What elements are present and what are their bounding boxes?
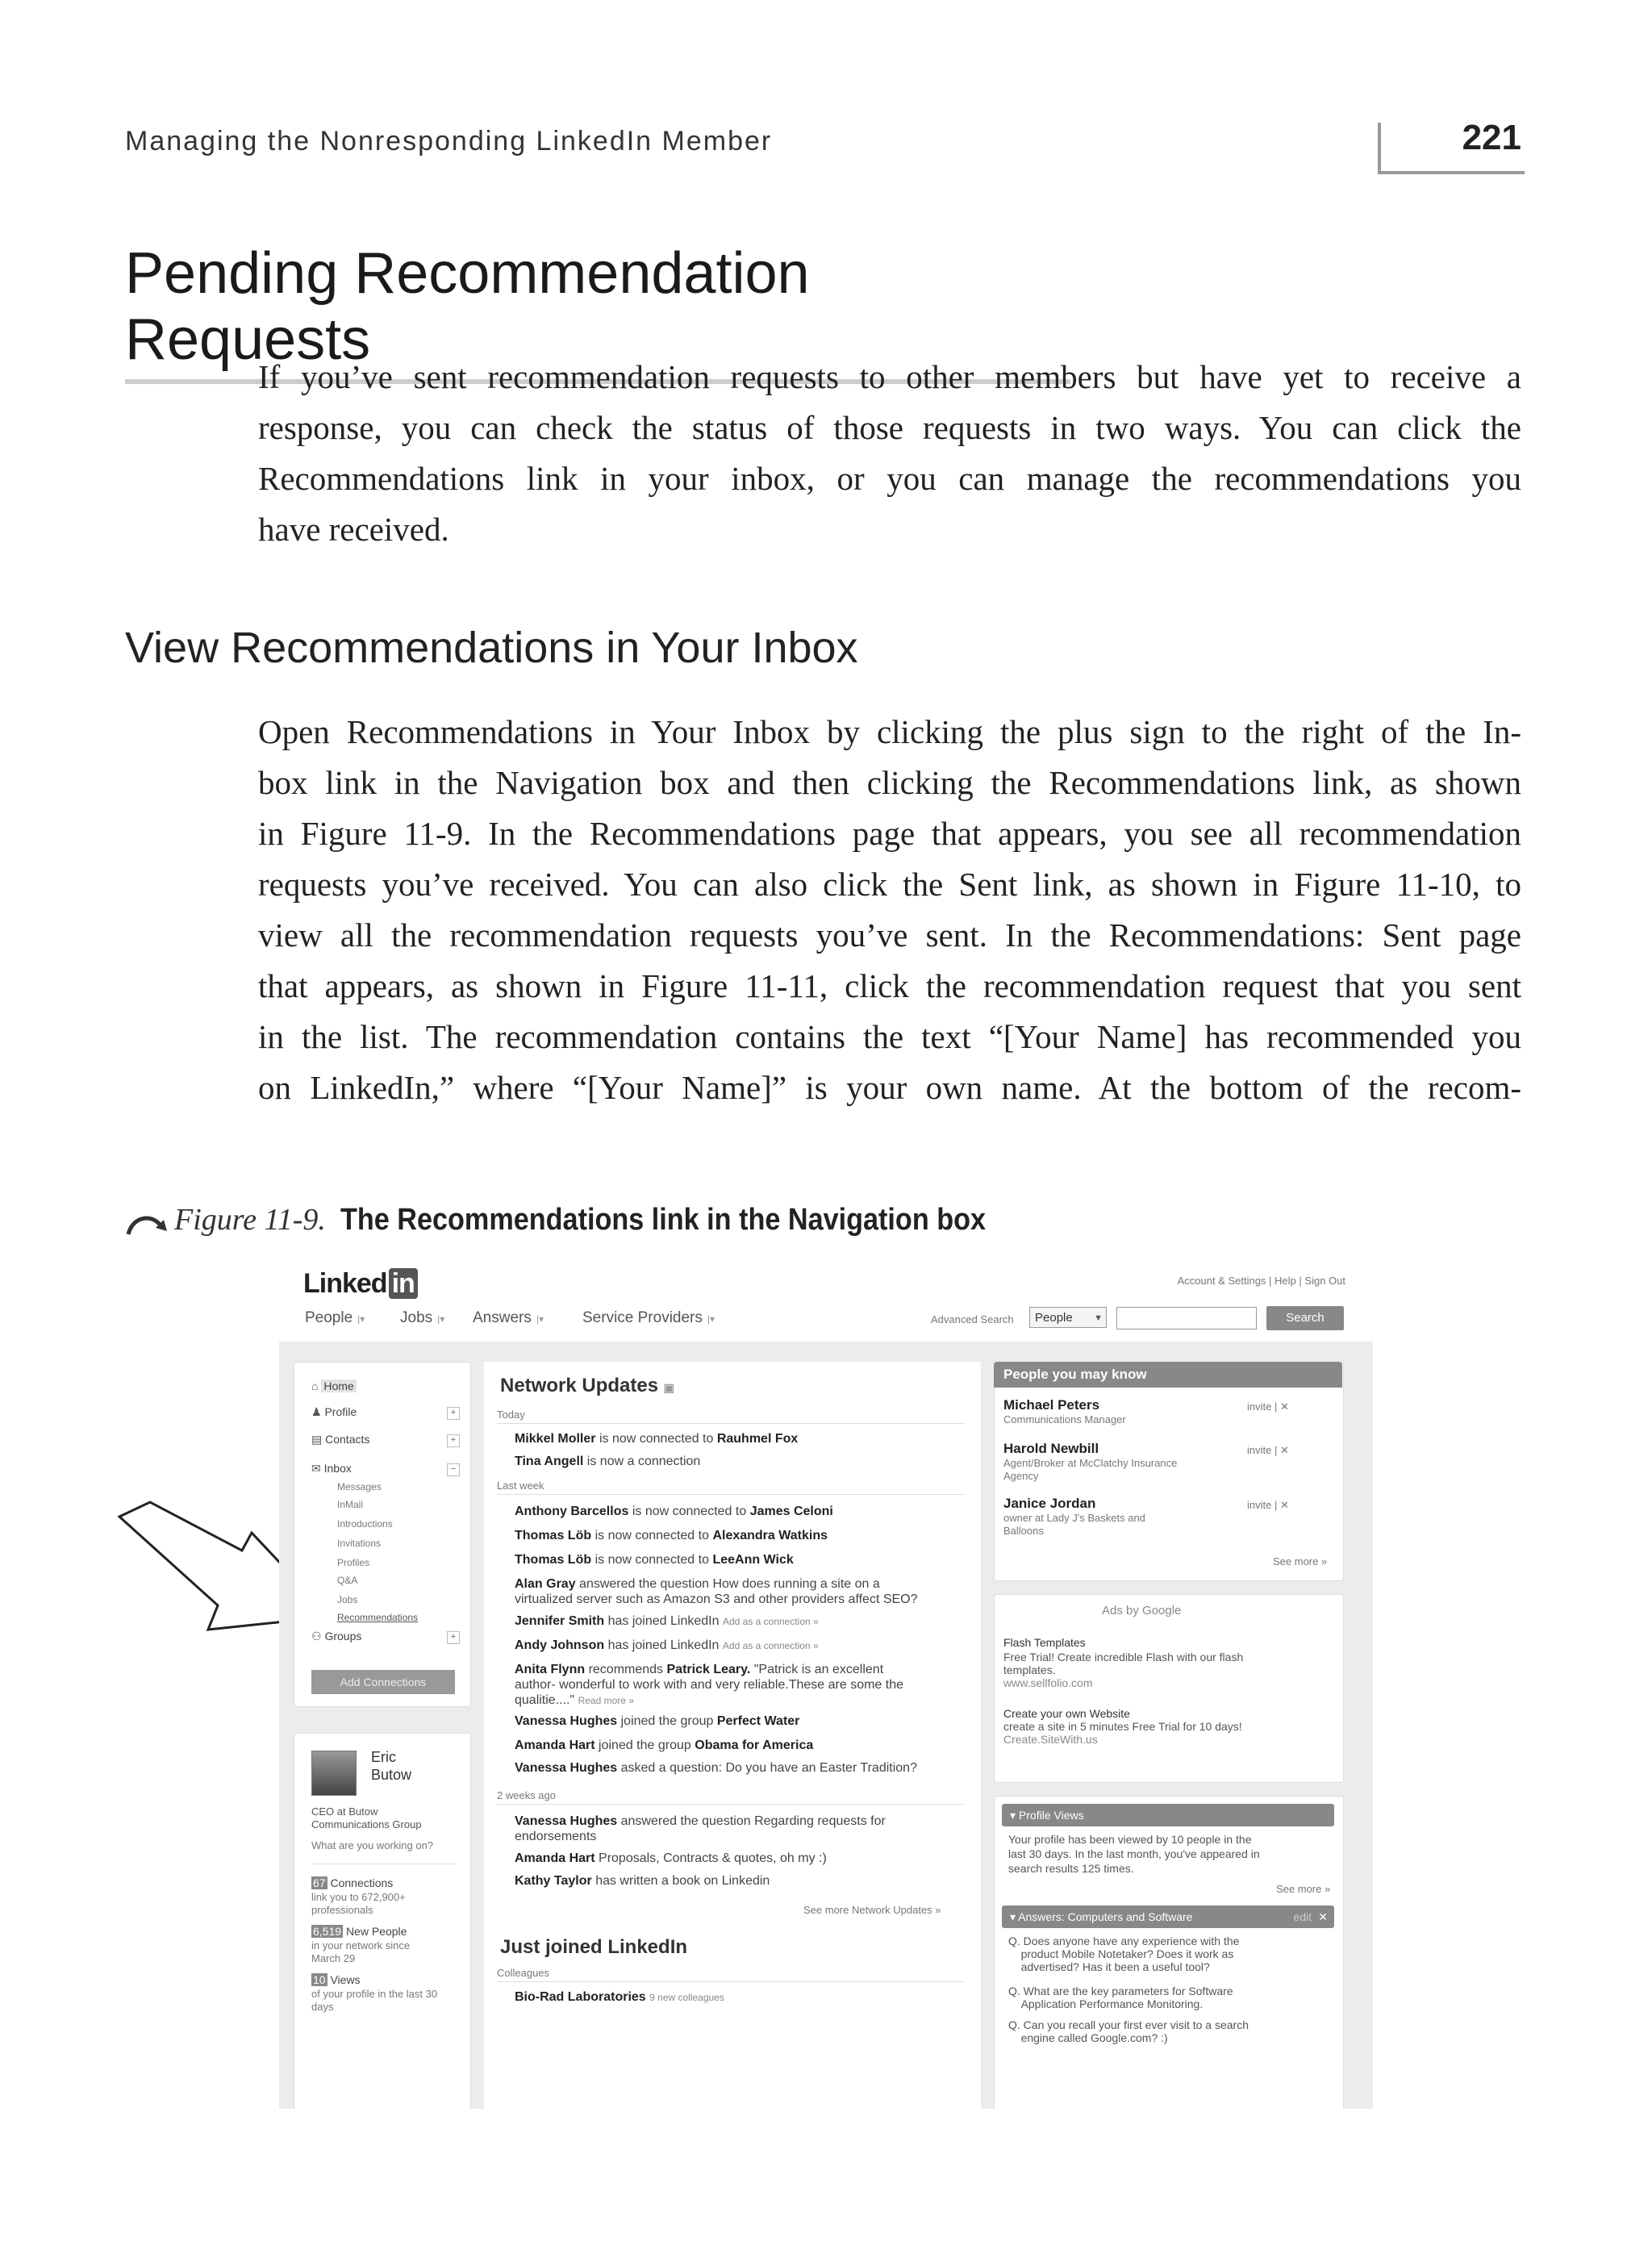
- pymk-name-1[interactable]: Michael Peters: [1003, 1397, 1100, 1413]
- sidebar-profile-label: Profile: [324, 1405, 357, 1418]
- sidebar-groups-label: Groups: [324, 1630, 362, 1642]
- tab-jobs[interactable]: Jobs |▾: [400, 1309, 445, 1326]
- answers-edit-link[interactable]: edit: [1293, 1910, 1312, 1923]
- para2-line: in the list. The recommendation contains the text “[Your Name] has recommended you: [258, 1018, 1521, 1055]
- divider: [497, 1804, 965, 1805]
- contacts-icon: ▤: [311, 1433, 323, 1446]
- figure-label: Figure 11-9.: [174, 1203, 326, 1237]
- tab-answers[interactable]: Answers |▾: [473, 1309, 544, 1326]
- profile-expand-icon[interactable]: +: [447, 1407, 460, 1420]
- invite-button[interactable]: invite | ✕: [1247, 1400, 1289, 1413]
- chevron-down-icon: ▼: [1094, 1313, 1103, 1323]
- avatar[interactable]: [311, 1751, 357, 1796]
- list-item: Amanda Hart joined the group Obama for America: [515, 1739, 814, 1752]
- inbox-collapse-icon[interactable]: −: [447, 1463, 460, 1476]
- figure-caption-text: The Recommendations link in the Navigation box: [340, 1203, 986, 1237]
- profile-first-name[interactable]: Eric: [371, 1749, 396, 1765]
- ad1-title[interactable]: Flash Templates: [1003, 1636, 1086, 1649]
- sidebar-item-contacts[interactable]: [311, 1433, 369, 1446]
- add-connections-button[interactable]: Add Connections: [311, 1670, 455, 1694]
- pymk-name-2[interactable]: Harold Newbill: [1003, 1441, 1099, 1456]
- sidebar-item-groups[interactable]: [311, 1630, 361, 1643]
- connections-sub-1: link you to 672,900+: [311, 1891, 406, 1903]
- new-people-count: 6,519: [313, 1925, 342, 1938]
- para1-line: Recommendations link in your inbox, or you can manage the recommendations you: [258, 460, 1521, 497]
- para2-line: box link in the Navigation box and then clicking the Recommendations link, as shown: [258, 764, 1521, 801]
- list-item: Amanda Hart Proposals, Contracts & quotes, oh my :): [515, 1851, 827, 1865]
- close-icon[interactable]: ✕: [1318, 1910, 1328, 1923]
- answers-q2[interactable]: Q. What are the key parameters for Software Application Performance Monitoring.: [1008, 1985, 1233, 2010]
- connections-count: 67: [313, 1876, 326, 1889]
- list-item: Anthony Barcellos is now connected to James Celoni: [515, 1505, 833, 1518]
- list-item: Thomas Löb is now connected to Alexandra Watkins: [515, 1529, 828, 1542]
- para2-line: that appears, as shown in Figure 11-11, click the recommendation request that you sent: [258, 967, 1521, 1004]
- pymk-see-more-link[interactable]: See more »: [1273, 1555, 1328, 1567]
- pymk-title: People you may know: [994, 1362, 1342, 1388]
- para2-line: requests you’ve received. You can also click the Sent link, as shown in Figure 11-10, to: [258, 866, 1521, 903]
- para2-line: view all the recommendation requests you’ve sent. In the Recommendations: Sent page: [258, 916, 1521, 954]
- answers-title: Answers: Computers and Software: [1018, 1910, 1193, 1923]
- views-sub-2: days: [311, 2001, 334, 2013]
- ad2-url[interactable]: Create.SiteWith.us: [1003, 1733, 1098, 1746]
- inbox-sub-introductions[interactable]: Introductions: [337, 1518, 393, 1530]
- new-people-sub-1: in your network since: [311, 1939, 411, 1951]
- close-icon[interactable]: ✕: [1279, 1499, 1289, 1511]
- invite-label: invite: [1247, 1499, 1272, 1511]
- list-item: Vanessa Hughes asked a question: Do you have an Easter Tradition?: [515, 1761, 917, 1775]
- invite-button[interactable]: invite | ✕: [1247, 1499, 1289, 1511]
- sidebar-item-inbox[interactable]: [311, 1462, 352, 1476]
- ad1-line-1: Free Trial! Create incredible Flash with our flash: [1003, 1651, 1244, 1663]
- views-label: Views: [330, 1973, 361, 1986]
- linkedin-screenshot: [279, 1257, 1373, 2109]
- search-type-value: People: [1035, 1311, 1073, 1325]
- para2-line: in Figure 11-9. In the Recommendations page that appears, you see all recommendation: [258, 815, 1521, 852]
- pymk-sub-3a: owner at Lady J's Baskets and: [1003, 1512, 1145, 1524]
- account-links: Account & Settings | Help | Sign Out: [1177, 1275, 1345, 1287]
- colleagues-header: Colleagues: [497, 1967, 550, 1979]
- profile-views-title: Profile Views: [1018, 1809, 1084, 1822]
- rss-icon[interactable]: ▣: [663, 1381, 674, 1394]
- sign-out-link[interactable]: Sign Out: [1304, 1275, 1345, 1287]
- divider: [497, 1494, 965, 1495]
- list-item: Andy Johnson has joined LinkedIn Add as a connection »: [515, 1638, 819, 1652]
- groups-icon: ⚇: [311, 1630, 322, 1642]
- date-header-two-weeks: 2 weeks ago: [497, 1789, 556, 1801]
- search-input[interactable]: [1116, 1307, 1257, 1329]
- tab-service-providers-label: Service Providers: [582, 1309, 703, 1326]
- subheading: View Recommendations in Your Inbox: [125, 624, 858, 672]
- inbox-sub-qa[interactable]: Q&A: [337, 1575, 358, 1586]
- new-people-sub-2: March 29: [311, 1952, 356, 1964]
- profile-headline-2: Communications Group: [311, 1818, 422, 1830]
- inbox-sub-profiles[interactable]: Profiles: [337, 1557, 370, 1568]
- answers-header[interactable]: ▾ Answers: Computers and Software edit ✕: [1002, 1905, 1334, 1928]
- pymk-sub-3b: Balloons: [1003, 1525, 1044, 1537]
- list-item: Mikkel Moller is now connected to Rauhmel Fox: [515, 1432, 799, 1446]
- ad1-line-2: templates.: [1003, 1663, 1056, 1676]
- linkedin-logo[interactable]: [303, 1268, 418, 1300]
- inbox-sub-recommendations[interactable]: Recommendations: [337, 1612, 419, 1623]
- ads-title: Ads by Google: [1102, 1604, 1182, 1617]
- list-item: Vanessa Hughes answered the question Regarding requests for endorsements: [515, 1814, 886, 1843]
- sidebar-contacts-label: Contacts: [325, 1433, 370, 1446]
- figure-arrow-icon: [125, 1210, 170, 1239]
- para1-line: response, you can check the status of those requests in two ways. You can click the: [258, 409, 1521, 446]
- inbox-sub-inmail[interactable]: InMail: [337, 1499, 364, 1510]
- list-item: Thomas Löb is now connected to LeeAnn Wick: [515, 1553, 794, 1567]
- figure-caption: [174, 1202, 1058, 1238]
- profile-views-line-1: Your profile has been viewed by 10 people in the: [1008, 1833, 1252, 1846]
- divider: [497, 1981, 965, 1982]
- tab-people-label: People: [305, 1309, 353, 1326]
- inbox-icon: ✉: [311, 1462, 321, 1475]
- inbox-sub-messages[interactable]: Messages: [337, 1481, 382, 1492]
- invite-label: invite: [1247, 1444, 1272, 1456]
- profile-headline-1: CEO at Butow: [311, 1805, 378, 1818]
- answers-q3[interactable]: Q. Can you recall your first ever visit to a search engine called Google.com? :): [1008, 2018, 1249, 2044]
- advanced-search-link[interactable]: Advanced Search: [931, 1313, 1014, 1325]
- new-people-stat[interactable]: [311, 1925, 407, 1938]
- invite-button[interactable]: invite | ✕: [1247, 1444, 1289, 1456]
- page-number: 221: [1462, 118, 1521, 157]
- new-people-label: New People: [345, 1925, 407, 1938]
- pymk-sub-2a: Agent/Broker at McClatchy Insurance: [1003, 1457, 1178, 1469]
- tab-service-providers[interactable]: Service Providers |▾: [582, 1309, 715, 1326]
- paragraph-2: [258, 707, 1521, 1113]
- section-title: Pending Recommendation Requests: [125, 240, 1070, 384]
- sidebar-item-home[interactable]: [311, 1380, 357, 1392]
- close-icon[interactable]: ✕: [1279, 1444, 1289, 1456]
- sidebar-inbox-label: Inbox: [323, 1462, 352, 1475]
- help-link[interactable]: Help: [1274, 1275, 1296, 1287]
- home-icon: ⌂: [311, 1380, 319, 1392]
- status-prompt[interactable]: What are you working on?: [311, 1839, 434, 1851]
- see-more-updates-link[interactable]: See more Network Updates »: [803, 1904, 941, 1916]
- profile-views-header[interactable]: ▾ Profile Views: [1002, 1804, 1334, 1826]
- close-icon[interactable]: ✕: [1279, 1400, 1289, 1413]
- date-header-today: Today: [497, 1409, 525, 1421]
- tab-people[interactable]: People |▾: [305, 1309, 365, 1326]
- network-updates-title-text: Network Updates: [500, 1375, 659, 1396]
- sidebar-item-profile[interactable]: [311, 1405, 357, 1419]
- list-item: Anita Flynn recommends Patrick Leary. "Patrick is an excellent author- wonderful to work with and very reliable.These are some the qualitie...." Read more »: [515, 1663, 904, 1707]
- pymk-sub-1: Communications Manager: [1003, 1413, 1126, 1425]
- ad1-url[interactable]: www.sellfolio.com: [1003, 1676, 1093, 1689]
- inbox-sub-invitations[interactable]: Invitations: [337, 1538, 382, 1549]
- running-head: Managing the Nonresponding LinkedIn Member: [125, 126, 773, 157]
- connections-sub-2: professionals: [311, 1904, 373, 1916]
- ad2-line-1: create a site in 5 minutes Free Trial for 10 days!: [1003, 1720, 1242, 1733]
- invite-label: invite: [1247, 1400, 1272, 1413]
- search-type-select[interactable]: [1029, 1307, 1107, 1328]
- contacts-expand-icon[interactable]: +: [447, 1434, 460, 1447]
- pymk-box: [994, 1362, 1344, 1581]
- divider: [497, 1423, 965, 1424]
- logo-in-badge: in: [389, 1268, 418, 1299]
- list-item: Vanessa Hughes joined the group Perfect Water: [515, 1714, 800, 1728]
- tab-answers-label: Answers: [473, 1309, 532, 1326]
- list-item: Tina Angell is now a connection: [515, 1455, 701, 1468]
- views-count: 10: [313, 1973, 326, 1986]
- inbox-sub-jobs[interactable]: Jobs: [337, 1594, 358, 1605]
- list-item: Bio-Rad Laboratories 9 new colleagues: [515, 1990, 724, 2004]
- profile-views-line-2: last 30 days. In the last month, you've appeared in: [1008, 1847, 1260, 1860]
- views-stat[interactable]: [311, 1973, 361, 1986]
- tab-jobs-label: Jobs: [400, 1309, 433, 1326]
- list-item: Alan Gray answered the question How does running a site on a virtualized server such as Amazon S3 and other providers affect SEO?: [515, 1577, 918, 1606]
- profile-last-name[interactable]: Butow: [371, 1767, 412, 1783]
- network-updates-title: [500, 1375, 674, 1397]
- connections-stat[interactable]: [311, 1876, 393, 1889]
- date-header-last-week: Last week: [497, 1480, 544, 1492]
- views-sub-1: of your profile in the last 30: [311, 1988, 438, 2000]
- paragraph-1: [258, 352, 1521, 555]
- connections-label: Connections: [330, 1876, 394, 1889]
- account-settings-link[interactable]: Account & Settings: [1177, 1275, 1266, 1287]
- list-item: Kathy Taylor has written a book on Linkedin: [515, 1874, 770, 1888]
- pymk-sub-2b: Agency: [1003, 1470, 1039, 1482]
- ad2-title[interactable]: Create your own Website: [1003, 1707, 1130, 1720]
- pymk-name-3[interactable]: Janice Jordan: [1003, 1496, 1096, 1511]
- profile-views-see-more[interactable]: See more »: [1276, 1883, 1331, 1895]
- list-item: Jennifer Smith has joined LinkedIn Add as a connection »: [515, 1614, 819, 1628]
- sidebar-home-label: Home: [321, 1380, 356, 1392]
- para1-line: If you’ve sent recommendation requests to other members but have yet to receive a: [258, 358, 1521, 395]
- logo-text: Linked: [303, 1268, 387, 1299]
- answers-q1[interactable]: Q. Does anyone have any experience with the product Mobile Notetaker? Does it work as advertised? Has it been a useful tool?: [1008, 1935, 1240, 1973]
- search-button[interactable]: Search: [1266, 1306, 1344, 1330]
- para2-line: Open Recommendations in Your Inbox by clicking the plus sign to the right of the In-: [258, 713, 1521, 750]
- groups-expand-icon[interactable]: +: [447, 1631, 460, 1644]
- profile-icon: ♟: [311, 1405, 322, 1418]
- para2-line: on LinkedIn,” where “[Your Name]” is your own name. At the bottom of the recom-: [258, 1069, 1521, 1106]
- para1-line: have received.: [258, 511, 449, 548]
- profile-views-line-3: search results 125 times.: [1008, 1862, 1134, 1875]
- just-joined-title: Just joined LinkedIn: [500, 1936, 688, 1958]
